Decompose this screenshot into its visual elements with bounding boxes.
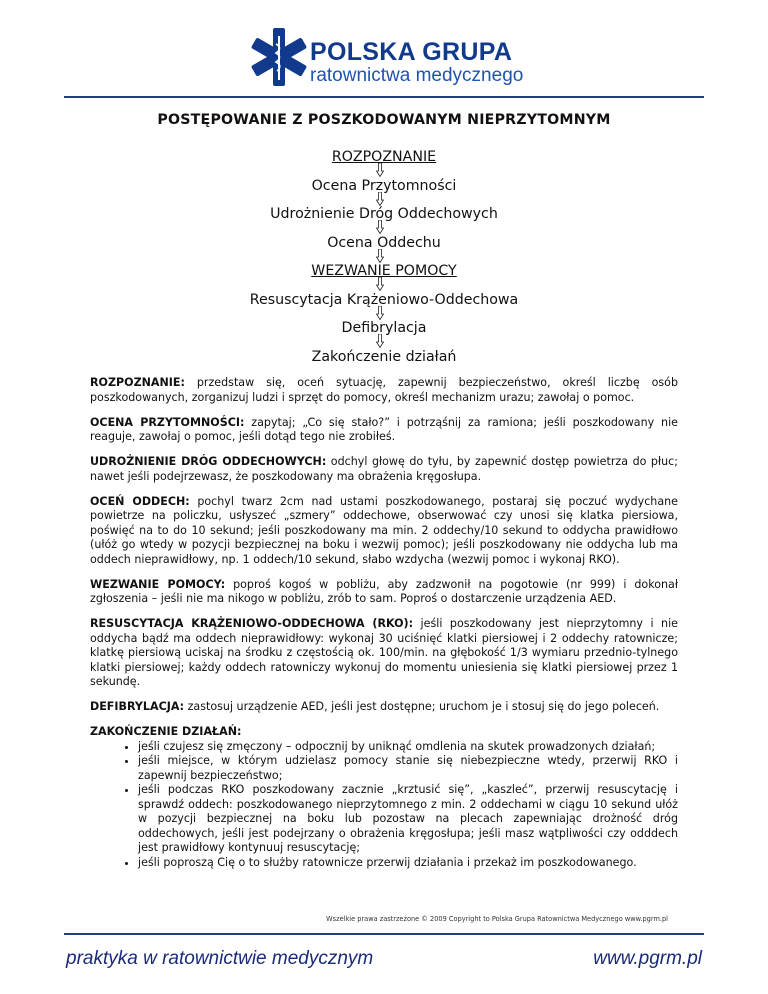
- down-arrow-icon: [376, 163, 384, 177]
- page-title: POSTĘPOWANIE Z POSZKODOWANYM NIEPRZYTOMNYM: [157, 112, 611, 128]
- section-text: jeśli poszkodowany jest nieprzytomny i nie oddycha bądź ma oddech nieprawidłowy: wykonaj 30 uciśnięć klatki piersiowej i 2 oddechy ratownicze; klatkę piersiową uciskaj na środku z częstością ok. 100/min. na głębokość 1/3 wymiaru przednio-tylnego klatki piersiowej; każdy oddech ratowniczy wykonuj do momentu uniesienia się klatki piersiowej przez 1 sekundę.: [90, 617, 679, 688]
- flow-step-label: Ocena Oddechu: [327, 234, 441, 251]
- ending-list: [90, 740, 678, 871]
- section-paragraph: [90, 455, 678, 484]
- ending-section: [90, 725, 678, 870]
- star-of-life-icon: [246, 24, 312, 90]
- procedure-description: [90, 376, 678, 870]
- list-item: • jeśli podczas RKO poszkodowany zacznie „krztusić się”, „kaszleć”, przerwij resuscytację i sprawdź oddech: poszkodowanego nieprzytomnego z min. 2 oddechami w ciągu 10 sekund ułóż w pozycji bezpiecznej na boku lub pozostaw na plecach zapewniając drożność dróg oddechowych, jeśli jest podejrzany o obrażenia kręgosłupa; jeśli masz wątpliwości czy odddech jest prawidłowy kontynuuj resuscytację;: [138, 783, 678, 856]
- flow-step: [0, 177, 768, 206]
- section-heading: ZAKOŃCZENIE DZIAŁAŃ:: [90, 725, 242, 738]
- logo: [246, 24, 546, 90]
- flow-step: [0, 348, 768, 377]
- flow-step-label: Defibrylacja: [341, 320, 427, 336]
- section-paragraph: [90, 495, 678, 568]
- section-heading: OCENA PRZYTOMNOŚCI:: [90, 415, 245, 429]
- down-arrow-icon: [376, 277, 384, 291]
- flow-step-label: Resuscytacja Krążeniowo-Oddechowa: [249, 291, 519, 308]
- logo-subtitle: ratownictwa medycznego: [310, 65, 524, 86]
- flow-step: [0, 205, 768, 234]
- section-heading: UDROŻNIENIE DRÓG ODDECHOWYCH:: [90, 455, 327, 468]
- list-item: • jeśli poproszą Cię o to służby ratownicze przerwij działania i przekaż im poszkodowanego.: [138, 856, 678, 871]
- section-text: pochyl twarz 2cm nad ustami poszkodowanego, postaraj się poczuć wydychane powietrze na policzku, usłyszeć „szmery” oddechowe, obserwować czy unosi się klatka piersiowa, poświęć na to do 10 sekund; jeśli poszkodowany ma min. 2 oddechy/10 sekund to oddycha prawidłowo (ułóż go wtedy w pozycji bezpiecznej na boku i wezwij pomoc); jeśli poszkodowany nie oddycha lub ma oddech nieprawidłowy, np. 1 oddech/10 sekund, słabo wzdycha (wezwij pomoc i wykonaj RKO).: [90, 494, 678, 566]
- footer-divider: [64, 933, 704, 935]
- flow-step: [0, 291, 768, 320]
- procedure-flowchart: [0, 148, 768, 376]
- section-heading: OCEŃ ODDECH:: [90, 494, 190, 508]
- flow-step-label: Ocena Przytomności: [311, 177, 457, 194]
- flow-step: [0, 148, 768, 177]
- section-paragraph: [90, 700, 678, 715]
- copyright-notice: Wszelkie prawa zastrzeżone © 2009 Copyright to Polska Grupa Ratownictwa Medycznego www.pgrm.pl: [326, 915, 668, 923]
- list-item: • jeśli miejsce, w którym udzielasz pomocy stanie się niebezpieczne wtedy, przerwij RKO i zapewnij bezpieczeństwo;: [138, 754, 678, 783]
- flow-step-label: ROZPOZNANIE: [331, 149, 437, 165]
- footer-website-link[interactable]: www.pgrm.pl: [593, 948, 702, 969]
- flow-step-label: WEZWANIE POMOCY: [311, 263, 457, 279]
- logo-title: POLSKA GRUPA: [310, 38, 513, 66]
- section-paragraph: [90, 617, 678, 690]
- header-divider: [64, 96, 704, 98]
- section-heading: WEZWANIE POMOCY:: [90, 577, 226, 591]
- section-text: zastosuj urządzenie AED, jeśli jest dostępne; uruchom je i stosuj się do jego poleceń.: [184, 700, 660, 713]
- flow-step-label: Udrożnienie Dróg Oddechowych: [270, 206, 498, 222]
- section-heading: DEFIBRYLACJA:: [90, 700, 185, 713]
- section-heading: RESUSCYTACJA KRĄŻENIOWO-ODDECHOWA (RKO):: [90, 617, 414, 630]
- flow-step: [0, 319, 768, 348]
- flow-step-label: Zakończenie działań: [311, 348, 457, 365]
- list-item: • jeśli czujesz się zmęczony – odpocznij by uniknąć omdlenia na skutek prowadzonych działań;: [138, 740, 678, 755]
- flow-step: [0, 234, 768, 263]
- flow-step: [0, 262, 768, 291]
- footer-tagline: praktyka w ratownictwie medycznym: [66, 948, 374, 969]
- down-arrow-icon: [376, 334, 384, 348]
- section-paragraph: [90, 376, 678, 405]
- section-text: odchyl głowę do tyłu, by zapewnić dostęp powietrza do płuc; nawet jeśli podejrzewasz, że poszkodowany ma obrażenia kręgosłupa.: [90, 455, 678, 483]
- section-paragraph: [90, 416, 678, 445]
- section-text: poproś kogoś w pobliżu, aby zadzwonił na pogotowie (nr 999) i dokonał zgłoszenia – jeśli nie ma nikogo w pobliżu, zrób to sam. Poproś o dostarczenie urządzenia AED.: [90, 577, 678, 605]
- section-text: zapytaj; „Co się stało?” i potrząśnij za ramiona; jeśli poszkodowany nie reaguje, zawołaj o pomoc, jeśli dotąd tego nie zrobiłeś.: [90, 415, 678, 443]
- down-arrow-icon: [376, 220, 384, 234]
- section-heading: ROZPOZNANIE:: [90, 376, 185, 389]
- section-paragraph: [90, 578, 678, 607]
- section-text: przedstaw się, oceń sytuację, zapewnij bezpieczeństwo, określ liczbę osób poszkodowanych, zorganizuj ludzi i sprzęt do pomocy, określ mechanizm urazu; zawołaj o pomoc.: [90, 376, 678, 404]
